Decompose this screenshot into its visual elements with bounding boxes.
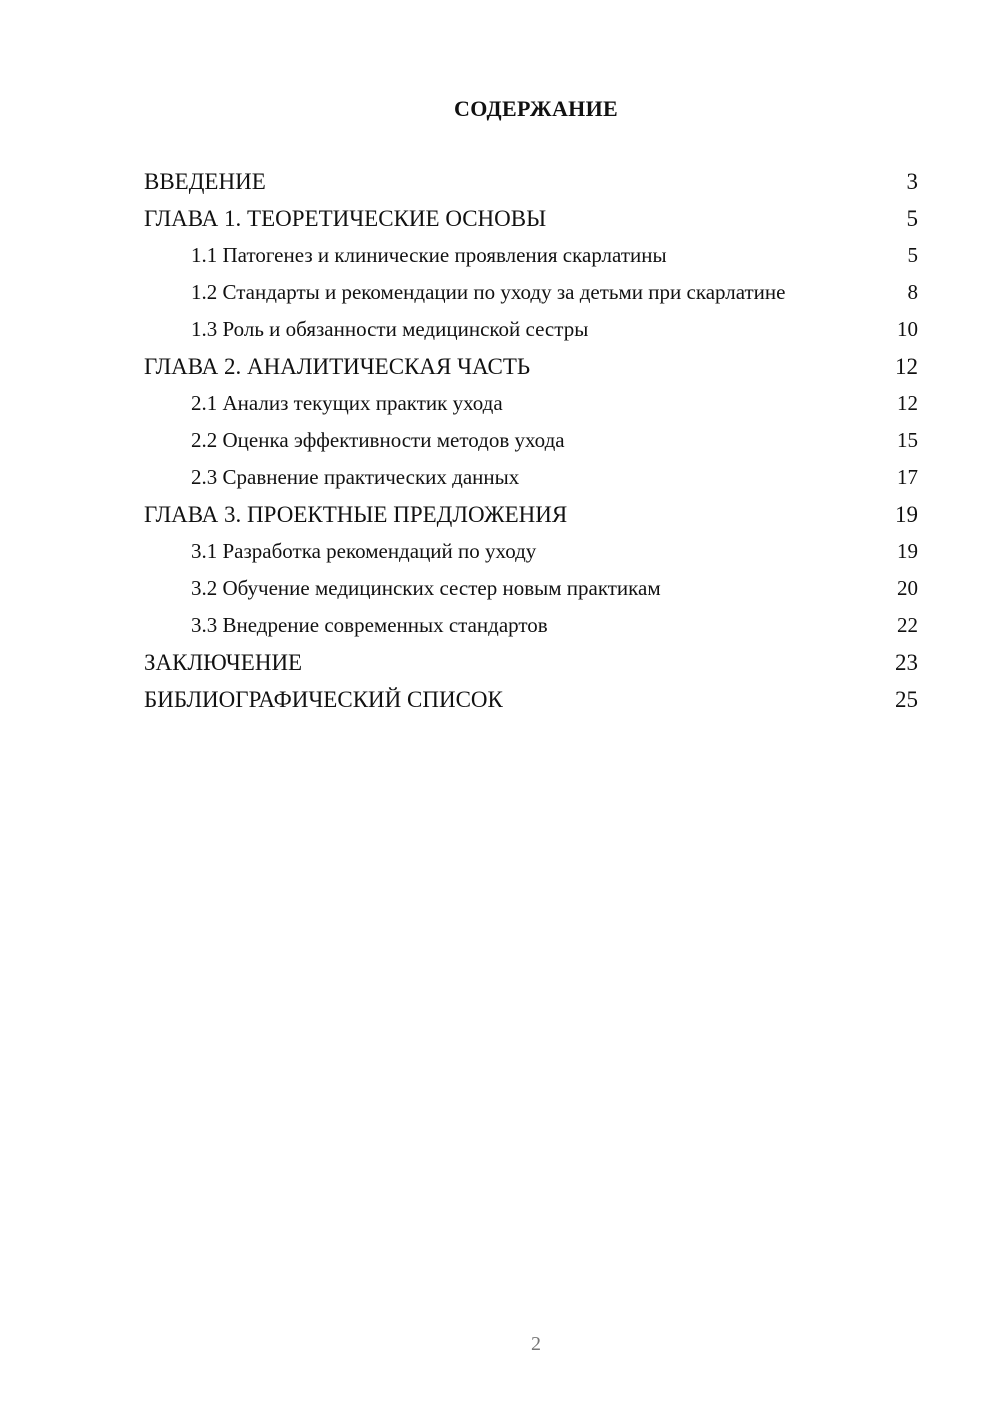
toc-subentry-title: 3.2 Обучение медицинских сестер новым практикам xyxy=(191,576,661,600)
toc-subentry-page: 20 xyxy=(897,576,918,600)
toc-subentry-title: 2.1 Анализ текущих практик ухода xyxy=(191,391,503,415)
toc-subentry[interactable] xyxy=(144,390,918,417)
toc-entry-title: БИБЛИОГРАФИЧЕСКИЙ СПИСОК xyxy=(144,687,503,712)
toc-entry-page: 5 xyxy=(906,206,918,231)
toc-entry-page: 3 xyxy=(906,169,918,194)
toc-entry-page: 12 xyxy=(895,354,918,379)
toc-subentry-page: 15 xyxy=(897,428,918,452)
page-title: СОДЕРЖАНИЕ xyxy=(454,96,618,121)
toc-subentry-page: 5 xyxy=(907,243,918,267)
toc-subentry-title: 2.3 Сравнение практических данных xyxy=(191,465,520,489)
toc-subentry-title: 1.1 Патогенез и клинические проявления скарлатины xyxy=(191,243,667,267)
toc-subentry[interactable] xyxy=(144,538,918,565)
toc-entry[interactable] xyxy=(144,205,918,232)
toc-entry[interactable] xyxy=(144,501,918,528)
toc-entry-title: ГЛАВА 3. ПРОЕКТНЫЕ ПРЕДЛОЖЕНИЯ xyxy=(144,502,568,527)
toc-subentry-page: 19 xyxy=(897,539,918,563)
toc-subentry-page: 17 xyxy=(897,465,918,489)
toc-subentry-title: 2.2 Оценка эффективности методов ухода xyxy=(191,428,565,452)
toc-entry[interactable] xyxy=(144,353,918,380)
toc-entry-title: ГЛАВА 2. АНАЛИТИЧЕСКАЯ ЧАСТЬ xyxy=(144,354,531,379)
toc-entry-page: 25 xyxy=(895,687,918,712)
toc-subentry[interactable] xyxy=(144,612,918,639)
table-of-contents xyxy=(144,168,918,723)
toc-entry-title: ВВЕДЕНИЕ xyxy=(144,169,266,194)
toc-subentry-page: 8 xyxy=(907,280,918,304)
toc-entry-page: 23 xyxy=(895,650,918,675)
toc-subentry-title: 3.3 Внедрение современных стандартов xyxy=(191,613,548,637)
toc-subentry-page: 22 xyxy=(897,613,918,637)
toc-entry[interactable] xyxy=(144,168,918,195)
toc-subentry[interactable] xyxy=(144,316,918,343)
toc-subentry-page: 10 xyxy=(897,317,918,341)
toc-subentry[interactable] xyxy=(144,464,918,491)
toc-subentry-title: 1.2 Стандарты и рекомендации по уходу за детьми при скарлатине xyxy=(191,280,786,304)
toc-subentry-title: 1.3 Роль и обязанности медицинской сестры xyxy=(191,317,589,341)
toc-entry-title: ГЛАВА 1. ТЕОРЕТИЧЕСКИЕ ОСНОВЫ xyxy=(144,206,547,231)
toc-subentry-title: 3.1 Разработка рекомендаций по уходу xyxy=(191,539,537,563)
toc-subentry[interactable] xyxy=(144,427,918,454)
toc-subentry[interactable] xyxy=(144,575,918,602)
toc-entry[interactable] xyxy=(144,686,918,713)
toc-entry[interactable] xyxy=(144,649,918,676)
page-number: 2 xyxy=(531,1333,541,1355)
toc-subentry[interactable] xyxy=(144,242,918,269)
toc-subentry-page: 12 xyxy=(897,391,918,415)
toc-entry-title: ЗАКЛЮЧЕНИЕ xyxy=(144,650,303,675)
toc-subentry[interactable] xyxy=(144,279,918,306)
toc-entry-page: 19 xyxy=(895,502,918,527)
